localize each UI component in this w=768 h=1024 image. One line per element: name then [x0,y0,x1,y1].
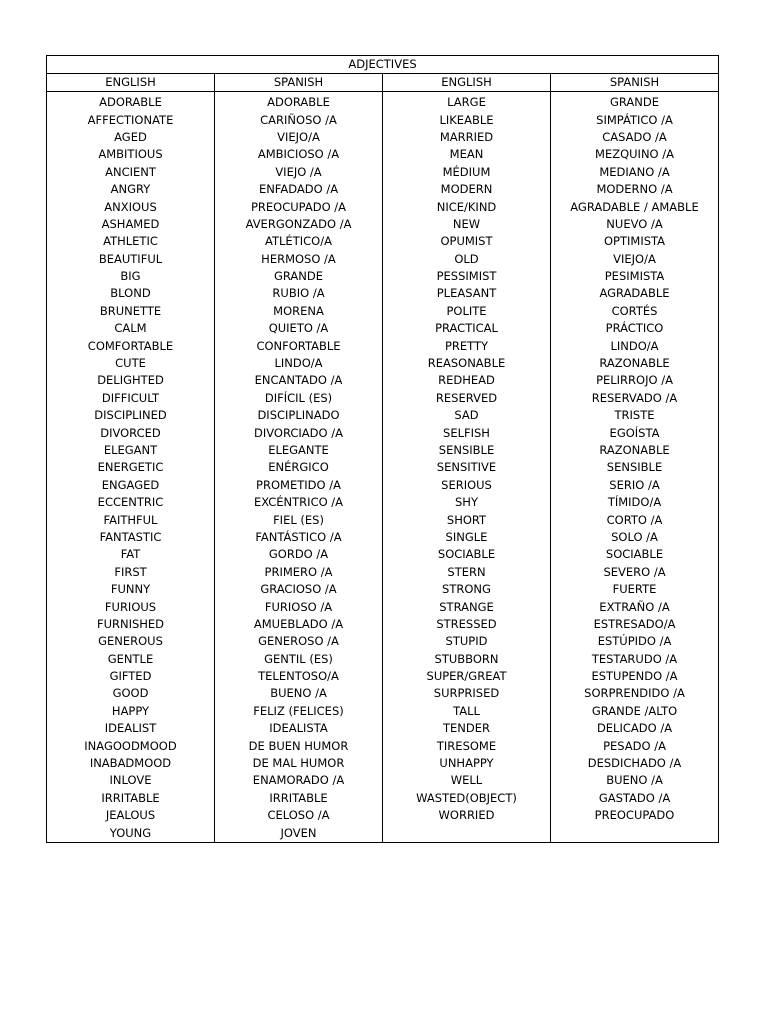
table-row [47,424,719,441]
english-word-cell: ENGAGED [47,477,215,494]
spanish-translation-cell: SOLO /A [551,529,719,546]
english-word-cell: OPUMIST [383,233,551,250]
table-row [47,181,719,198]
table-row [47,477,719,494]
table-row [47,129,719,146]
spanish-translation-cell: GASTADO /A [551,790,719,807]
table-row [47,233,719,250]
english-word-cell: SINGLE [383,529,551,546]
spanish-translation-cell: PROMETIDO /A [215,477,383,494]
english-word-cell: TALL [383,703,551,720]
table-row [47,92,719,112]
table-row [47,807,719,824]
english-word-cell: FAT [47,546,215,563]
spanish-translation-cell: HERMOSO /A [215,251,383,268]
english-word-cell: AGED [47,129,215,146]
column-header-spanish-2: SPANISH [551,74,719,92]
table-row [47,616,719,633]
english-word-cell: ASHAMED [47,216,215,233]
english-word-cell: AFFECTIONATE [47,111,215,128]
spanish-translation-cell: TÍMIDO/A [551,494,719,511]
table-row [47,198,719,215]
table-row [47,111,719,128]
english-word-cell: SUPER/GREAT [383,668,551,685]
english-word-cell: AMBITIOUS [47,146,215,163]
spanish-translation-cell: GRACIOSO /A [215,581,383,598]
english-word-cell [383,824,551,842]
table-row [47,546,719,563]
spanish-translation-cell: DE BUEN HUMOR [215,737,383,754]
spanish-translation-cell: DISCIPLINADO [215,407,383,424]
english-word-cell: HAPPY [47,703,215,720]
table-row [47,303,719,320]
english-word-cell: INABADMOOD [47,755,215,772]
spanish-translation-cell: PRÁCTICO [551,320,719,337]
english-word-cell: DIVORCED [47,424,215,441]
english-word-cell: GENEROUS [47,633,215,650]
table-row [47,459,719,476]
english-word-cell: MEAN [383,146,551,163]
english-word-cell: NICE/KIND [383,198,551,215]
spanish-translation-cell: RAZONABLE [551,442,719,459]
english-word-cell: DELIGHTED [47,372,215,389]
english-word-cell: STRANGE [383,598,551,615]
english-word-cell: RESERVED [383,390,551,407]
english-word-cell: FIRST [47,564,215,581]
english-word-cell: LIKEABLE [383,111,551,128]
english-word-cell: REASONABLE [383,355,551,372]
spanish-translation-cell: DIVORCIADO /A [215,424,383,441]
spanish-translation-cell: MORENA [215,303,383,320]
spanish-translation-cell: SOCIABLE [551,546,719,563]
english-word-cell: BIG [47,268,215,285]
english-word-cell: SERIOUS [383,477,551,494]
english-word-cell: FURNISHED [47,616,215,633]
column-header-spanish-1: SPANISH [215,74,383,92]
spanish-translation-cell: PREOCUPADO /A [215,198,383,215]
english-word-cell: WASTED(OBJECT) [383,790,551,807]
spanish-translation-cell: SIMPÁTICO /A [551,111,719,128]
english-word-cell: SENSIBLE [383,442,551,459]
spanish-translation-cell: BUENO /A [551,772,719,789]
english-word-cell: COMFORTABLE [47,337,215,354]
english-word-cell: ECCENTRIC [47,494,215,511]
spanish-translation-cell: CELOSO /A [215,807,383,824]
spanish-translation-cell: EGOÍSTA [551,424,719,441]
spanish-translation-cell: ADORABLE [215,92,383,112]
spanish-translation-cell: DIFÍCIL (ES) [215,390,383,407]
column-header-english-2: ENGLISH [383,74,551,92]
english-word-cell: INAGOODMOOD [47,737,215,754]
spanish-translation-cell: IRRITABLE [215,790,383,807]
spanish-translation-cell: GRANDE /ALTO [551,703,719,720]
spanish-translation-cell: GENEROSO /A [215,633,383,650]
table-row [47,772,719,789]
spanish-translation-cell: ENCANTADO /A [215,372,383,389]
spanish-translation-cell: SORPRENDIDO /A [551,685,719,702]
table-row [47,633,719,650]
spanish-translation-cell: JOVEN [215,824,383,842]
header-row [47,74,719,92]
english-word-cell: MARRIED [383,129,551,146]
spanish-translation-cell: ELEGANTE [215,442,383,459]
spanish-translation-cell: FANTÁSTICO /A [215,529,383,546]
table-row [47,511,719,528]
spanish-translation-cell: EXTRAÑO /A [551,598,719,615]
english-word-cell: STUPID [383,633,551,650]
spanish-translation-cell: CONFORTABLE [215,337,383,354]
spanish-translation-cell: ATLÉTICO/A [215,233,383,250]
english-word-cell: FUNNY [47,581,215,598]
spanish-translation-cell: DELICADO /A [551,720,719,737]
english-word-cell: DIFFICULT [47,390,215,407]
table-row [47,651,719,668]
spanish-translation-cell: VIEJO/A [215,129,383,146]
spanish-translation-cell: RAZONABLE [551,355,719,372]
english-word-cell: PRETTY [383,337,551,354]
english-word-cell: FAITHFUL [47,511,215,528]
english-word-cell: STERN [383,564,551,581]
spanish-translation-cell: DE MAL HUMOR [215,755,383,772]
spanish-translation-cell: ENAMORADO /A [215,772,383,789]
english-word-cell: CALM [47,320,215,337]
spanish-translation-cell: OPTIMISTA [551,233,719,250]
english-word-cell: POLITE [383,303,551,320]
spanish-translation-cell: AMBICIOSO /A [215,146,383,163]
english-word-cell: TENDER [383,720,551,737]
spanish-translation-cell: AGRADABLE [551,285,719,302]
spanish-translation-cell: FIEL (ES) [215,511,383,528]
english-word-cell: STUBBORN [383,651,551,668]
english-word-cell: GOOD [47,685,215,702]
english-word-cell: UNHAPPY [383,755,551,772]
spanish-translation-cell: ENÉRGICO [215,459,383,476]
table-row [47,824,719,842]
spanish-translation-cell: TRISTE [551,407,719,424]
spanish-translation-cell: ESTRESADO/A [551,616,719,633]
spanish-translation-cell: LINDO/A [215,355,383,372]
spanish-translation-cell: NUEVO /A [551,216,719,233]
english-word-cell: JEALOUS [47,807,215,824]
english-word-cell: INLOVE [47,772,215,789]
table-row [47,320,719,337]
spanish-translation-cell: ENFADADO /A [215,181,383,198]
spanish-translation-cell: AGRADABLE / AMABLE [551,198,719,215]
spanish-translation-cell: RESERVADO /A [551,390,719,407]
spanish-translation-cell: TESTARUDO /A [551,651,719,668]
spanish-translation-cell: TELENTOSO/A [215,668,383,685]
english-word-cell: BEAUTIFUL [47,251,215,268]
table-row [47,737,719,754]
english-word-cell: CUTE [47,355,215,372]
spanish-translation-cell: PREOCUPADO [551,807,719,824]
spanish-translation-cell: SERIO /A [551,477,719,494]
spanish-translation-cell: MEZQUINO /A [551,146,719,163]
table-row [47,251,719,268]
spanish-translation-cell: PESIMISTA [551,268,719,285]
english-word-cell: IRRITABLE [47,790,215,807]
table-row [47,529,719,546]
spanish-translation-cell: SENSIBLE [551,459,719,476]
spanish-translation-cell: CORTO /A [551,511,719,528]
table-row [47,390,719,407]
adjectives-table [46,55,719,843]
english-word-cell: BRUNETTE [47,303,215,320]
spanish-translation-cell: MEDIANO /A [551,164,719,181]
table-row [47,216,719,233]
english-word-cell: FURIOUS [47,598,215,615]
spanish-translation-cell: VIEJO/A [551,251,719,268]
table-row [47,564,719,581]
spanish-translation-cell: MODERNO /A [551,181,719,198]
table-row [47,407,719,424]
table-row [47,494,719,511]
spanish-translation-cell: GRANDE [551,92,719,112]
table-row [47,355,719,372]
spanish-translation-cell: QUIETO /A [215,320,383,337]
english-word-cell: PLEASANT [383,285,551,302]
english-word-cell: NEW [383,216,551,233]
table-row [47,790,719,807]
spanish-translation-cell: AVERGONZADO /A [215,216,383,233]
table-row [47,703,719,720]
spanish-translation-cell: PESADO /A [551,737,719,754]
english-word-cell: GIFTED [47,668,215,685]
table-row [47,337,719,354]
english-word-cell: ELEGANT [47,442,215,459]
english-word-cell: MÉDIUM [383,164,551,181]
spanish-translation-cell: AMUEBLADO /A [215,616,383,633]
table-row [47,285,719,302]
table-row [47,581,719,598]
english-word-cell: FANTASTIC [47,529,215,546]
english-word-cell: MODERN [383,181,551,198]
english-word-cell: ANGRY [47,181,215,198]
spanish-translation-cell: GENTIL (ES) [215,651,383,668]
table-head [47,56,719,92]
table-body [47,92,719,843]
spanish-translation-cell: RUBIO /A [215,285,383,302]
english-word-cell: ADORABLE [47,92,215,112]
english-word-cell: SELFISH [383,424,551,441]
english-word-cell: ANCIENT [47,164,215,181]
table-row [47,668,719,685]
table-row [47,685,719,702]
spanish-translation-cell: IDEALISTA [215,720,383,737]
english-word-cell: SOCIABLE [383,546,551,563]
spanish-translation-cell: ESTUPENDO /A [551,668,719,685]
english-word-cell: ENERGETIC [47,459,215,476]
english-word-cell: YOUNG [47,824,215,842]
english-word-cell: PESSIMIST [383,268,551,285]
english-word-cell: PRACTICAL [383,320,551,337]
english-word-cell: STRONG [383,581,551,598]
table-row [47,372,719,389]
english-word-cell: SAD [383,407,551,424]
table-row [47,268,719,285]
english-word-cell: OLD [383,251,551,268]
spanish-translation-cell: BUENO /A [215,685,383,702]
english-word-cell: WELL [383,772,551,789]
table-row [47,442,719,459]
column-header-english-1: ENGLISH [47,74,215,92]
spanish-translation-cell: EXCÉNTRICO /A [215,494,383,511]
english-word-cell: GENTLE [47,651,215,668]
spanish-translation-cell: CASADO /A [551,129,719,146]
spanish-translation-cell: PELIRROJO /A [551,372,719,389]
english-word-cell: SENSITIVE [383,459,551,476]
spanish-translation-cell: FUERTE [551,581,719,598]
english-word-cell: TIRESOME [383,737,551,754]
spanish-translation-cell: DESDICHADO /A [551,755,719,772]
spanish-translation-cell: CORTÉS [551,303,719,320]
spanish-translation-cell: SEVERO /A [551,564,719,581]
table-row [47,720,719,737]
english-word-cell: REDHEAD [383,372,551,389]
spanish-translation-cell [551,824,719,842]
spanish-translation-cell: PRIMERO /A [215,564,383,581]
spanish-translation-cell: LINDO/A [551,337,719,354]
english-word-cell: WORRIED [383,807,551,824]
english-word-cell: SHY [383,494,551,511]
english-word-cell: SURPRISED [383,685,551,702]
table-row [47,598,719,615]
spanish-translation-cell: GRANDE [215,268,383,285]
english-word-cell: ANXIOUS [47,198,215,215]
english-word-cell: ATHLETIC [47,233,215,250]
spanish-translation-cell: GORDO /A [215,546,383,563]
english-word-cell: SHORT [383,511,551,528]
english-word-cell: STRESSED [383,616,551,633]
english-word-cell: BLOND [47,285,215,302]
table-row [47,146,719,163]
english-word-cell: IDEALIST [47,720,215,737]
spanish-translation-cell: FURIOSO /A [215,598,383,615]
table-title: ADJECTIVES [47,56,719,74]
table-row [47,755,719,772]
title-row [47,56,719,74]
spanish-translation-cell: CARIÑOSO /A [215,111,383,128]
spanish-translation-cell: VIEJO /A [215,164,383,181]
table-row [47,164,719,181]
english-word-cell: LARGE [383,92,551,112]
spanish-translation-cell: FELIZ (FELICES) [215,703,383,720]
english-word-cell: DISCIPLINED [47,407,215,424]
spanish-translation-cell: ESTÚPIDO /A [551,633,719,650]
